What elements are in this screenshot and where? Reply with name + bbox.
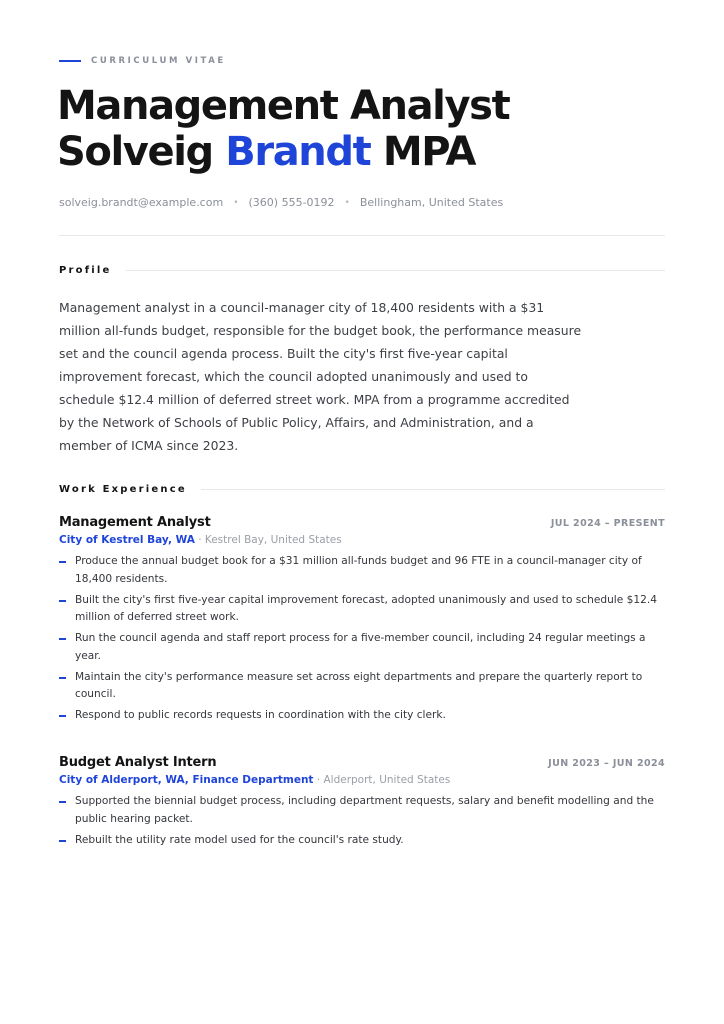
bullet-text: Built the city's first five-year capital improvement forecast, adopted unanimously and used to schedule $12.4 million of deferred street work. xyxy=(75,593,657,623)
bullet-text: Supported the biennial budget process, including department requests, salary and benefit modelling and the public hearing packet. xyxy=(75,795,654,825)
job-title-heading: Management Analyst xyxy=(57,83,510,129)
job-entry xyxy=(59,755,665,853)
separator-dot: • xyxy=(344,197,350,208)
bullet-text: Run the council agenda and staff report process for a five-member council, including 24 regular meetings a year. xyxy=(75,632,646,662)
name-last: Brandt xyxy=(225,129,371,175)
contact-phone[interactable]: (360) 555-0192 xyxy=(248,196,335,209)
job-organization xyxy=(59,534,665,546)
dash-marker xyxy=(59,638,66,640)
eyebrow-rule xyxy=(59,60,81,62)
job-dates: JUN 2023 – JUN 2024 xyxy=(548,758,665,769)
profile-heading: Profile xyxy=(59,265,112,276)
contact-location: Bellingham, United States xyxy=(359,196,504,209)
dash-marker xyxy=(59,600,66,602)
dash-marker xyxy=(59,677,66,679)
bullet-item xyxy=(59,707,665,725)
job-dates: JUL 2024 – PRESENT xyxy=(550,518,665,529)
experience-heading: Work Experience xyxy=(59,484,187,495)
job-bullets xyxy=(59,553,665,725)
employer-location: · Kestrel Bay, United States xyxy=(198,534,342,546)
section-rule xyxy=(201,489,665,490)
eyebrow xyxy=(59,56,226,66)
employer-name: City of Alderport, WA, Finance Department xyxy=(59,774,314,786)
person-name xyxy=(57,129,509,175)
dash-marker xyxy=(59,840,66,842)
separator-dot: • xyxy=(233,197,239,208)
job-title: Budget Analyst Intern xyxy=(59,755,217,770)
job-bullets xyxy=(59,793,665,849)
name-suffix: MPA xyxy=(382,129,476,175)
bullet-item xyxy=(59,669,665,704)
bullet-text: Rebuilt the utility rate model used for the council's rate study. xyxy=(75,833,404,846)
contact-line xyxy=(59,196,503,209)
bullet-item xyxy=(59,592,665,627)
job-entry xyxy=(59,515,665,728)
dash-marker xyxy=(59,715,66,717)
section-rule xyxy=(126,270,665,271)
employer-location: · Alderport, United States xyxy=(316,774,451,786)
bullet-item xyxy=(59,630,665,665)
profile-summary: Management analyst in a council-manager city of 18,400 residents with a $31 million all-funds budget, responsible for the budget book, the performance measure set and the council agenda process. Built the city's first five-year capital improvement forecast, which the council adopted unanimously and used to schedule $12.4 million of deferred street work. MPA from a programme accredited by the Network of Schools of Public Policy, Affairs, and Administration, and a member of ICMA since 2023. xyxy=(59,300,582,453)
bullet-text: Maintain the city's performance measure set across eight departments and prepare the quarterly report to council. xyxy=(75,670,643,700)
page-title xyxy=(57,83,509,175)
profile-section-header xyxy=(59,265,665,276)
header-divider xyxy=(59,235,665,236)
bullet-text: Respond to public records requests in coordination with the city clerk. xyxy=(75,709,446,721)
contact-email[interactable]: solveig.brandt@example.com xyxy=(59,196,224,209)
job-title: Management Analyst xyxy=(59,515,211,530)
dash-marker xyxy=(59,801,66,803)
job-organization xyxy=(59,774,665,786)
employer-name: City of Kestrel Bay, WA xyxy=(59,534,195,546)
bullet-text: Produce the annual budget book for a $31 million all-funds budget and 96 FTE in a council-manager city of 18,400 residents. xyxy=(75,555,642,585)
bullet-item xyxy=(59,793,665,828)
bullet-item xyxy=(59,832,665,850)
eyebrow-label: CURRICULUM VITAE xyxy=(91,56,226,66)
name-first: Solveig xyxy=(57,129,213,175)
experience-section-header xyxy=(59,484,665,495)
dash-marker xyxy=(59,561,66,563)
bullet-item xyxy=(59,553,665,588)
